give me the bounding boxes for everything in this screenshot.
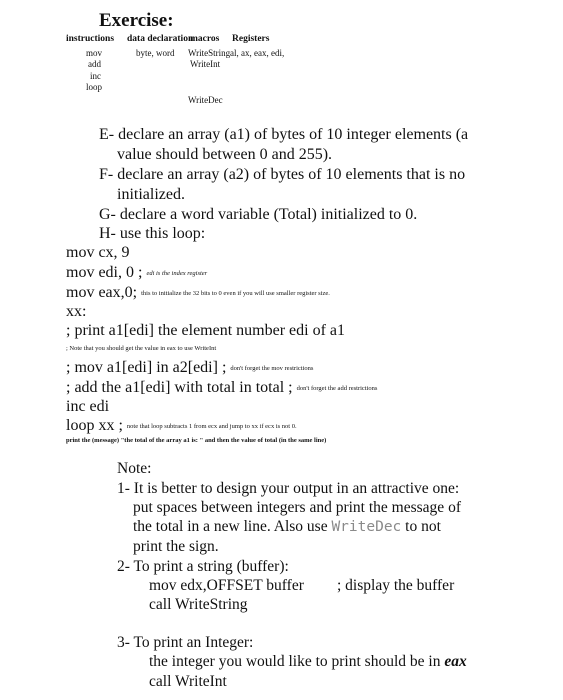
note-1-line3-end: to not [405, 518, 441, 535]
note-heading: Note: [117, 460, 152, 477]
note-3-heading: 3- To print an Integer: [117, 634, 254, 651]
task-e-line2: value should between 0 and 255). [117, 146, 333, 163]
code-line-mov-a2 [66, 359, 313, 377]
code-mov-edi-text: mov edi, 0 ; [66, 264, 143, 281]
macro-writedec: WriteDec [188, 95, 223, 105]
note-3-line2 [149, 653, 467, 671]
code-line-loop-xx [66, 417, 297, 435]
code-line-mov-eax [66, 284, 330, 302]
code-line-mov-edi [66, 264, 207, 282]
code-mov-edi-note: edi is the index register [146, 269, 208, 277]
task-f-line2: initialized. [117, 186, 185, 203]
task-f-line1: F- declare an array (a2) of bytes of 10 elements that is no [99, 166, 466, 183]
code-loop-xx-note: note that loop subtracts 1 from ecx and jump to xx if ecx is not 0. [126, 422, 297, 430]
code-line-inc-edi: inc edi [66, 398, 110, 415]
instr-inc: inc [90, 71, 101, 81]
note-1-line2: put spaces between integers and print the message of [133, 499, 461, 516]
note-3-call-writeint: call WriteInt [149, 673, 227, 690]
exercise-title: Exercise: [99, 10, 174, 31]
code-mov-eax-note: this to initialize the 32 bits to 0 even if you will use smaller register size. [141, 289, 330, 297]
macro-writestring: WriteString [188, 48, 231, 58]
header-instructions: instructions [66, 34, 115, 44]
code-line-print-message: print the (message) "the total of the array a1 is: " and then the value of total (in the same line) [66, 437, 327, 444]
code-line-print-comment: ; print a1[edi] the element number edi of a1 [66, 322, 346, 339]
code-add-total-note: don't forget the add restrictions [296, 384, 378, 392]
code-loop-xx-text: loop xx ; [66, 417, 123, 434]
note-2-comment: ; display the buffer [337, 577, 455, 594]
header-registers: Registers [232, 34, 270, 44]
code-line-mov-cx: mov cx, 9 [66, 244, 130, 261]
data-decl-types: byte, word [136, 48, 175, 58]
instr-mov: mov [86, 48, 103, 58]
note-2-call-writestring: call WriteString [149, 596, 248, 613]
code-add-total-text: ; add the a1[edi] with total in total ; [66, 379, 293, 396]
note-1-line1: 1- It is better to design your output in an attractive one: [117, 480, 460, 497]
code-mov-a2-text: ; mov a1[edi] in a2[edi] ; [66, 359, 227, 376]
task-e-line1: E- declare an array (a1) of bytes of 10 integer elements (a [99, 126, 469, 143]
note-1-line4: print the sign. [133, 538, 219, 555]
macro-writeint: WriteInt [190, 59, 221, 69]
code-line-add-total [66, 379, 377, 397]
note-1-line3 [133, 518, 441, 536]
note-2-mov-edx: mov edx,OFFSET buffer [149, 577, 304, 594]
code-line-note-eax: ; Note that you should get the value in eax to use WriteInt [66, 345, 217, 352]
registers-list: al, ax, eax, edi, [230, 48, 285, 58]
task-h: H- use this loop: [99, 225, 206, 242]
code-mov-a2-note: don't forget the mov restrictions [230, 364, 314, 372]
task-g: G- declare a word variable (Total) initialized to 0. [99, 206, 418, 223]
note-2-heading: 2- To print a string (buffer): [117, 558, 289, 575]
note-1-line3-text: the total in a new line. Also use [133, 518, 328, 535]
header-data-declaration: data declaration [127, 34, 194, 44]
header-macros: macros [190, 34, 220, 44]
code-line-label-xx: xx: [66, 303, 87, 320]
note-writedec-code: WriteDec [331, 519, 402, 535]
code-mov-eax-text: mov eax,0; [66, 284, 138, 301]
note-3-line2-text: the integer you would like to print should be in [149, 653, 441, 670]
instr-add: add [88, 59, 101, 69]
note-3-eax: eax [444, 653, 467, 670]
instr-loop: loop [86, 82, 103, 92]
